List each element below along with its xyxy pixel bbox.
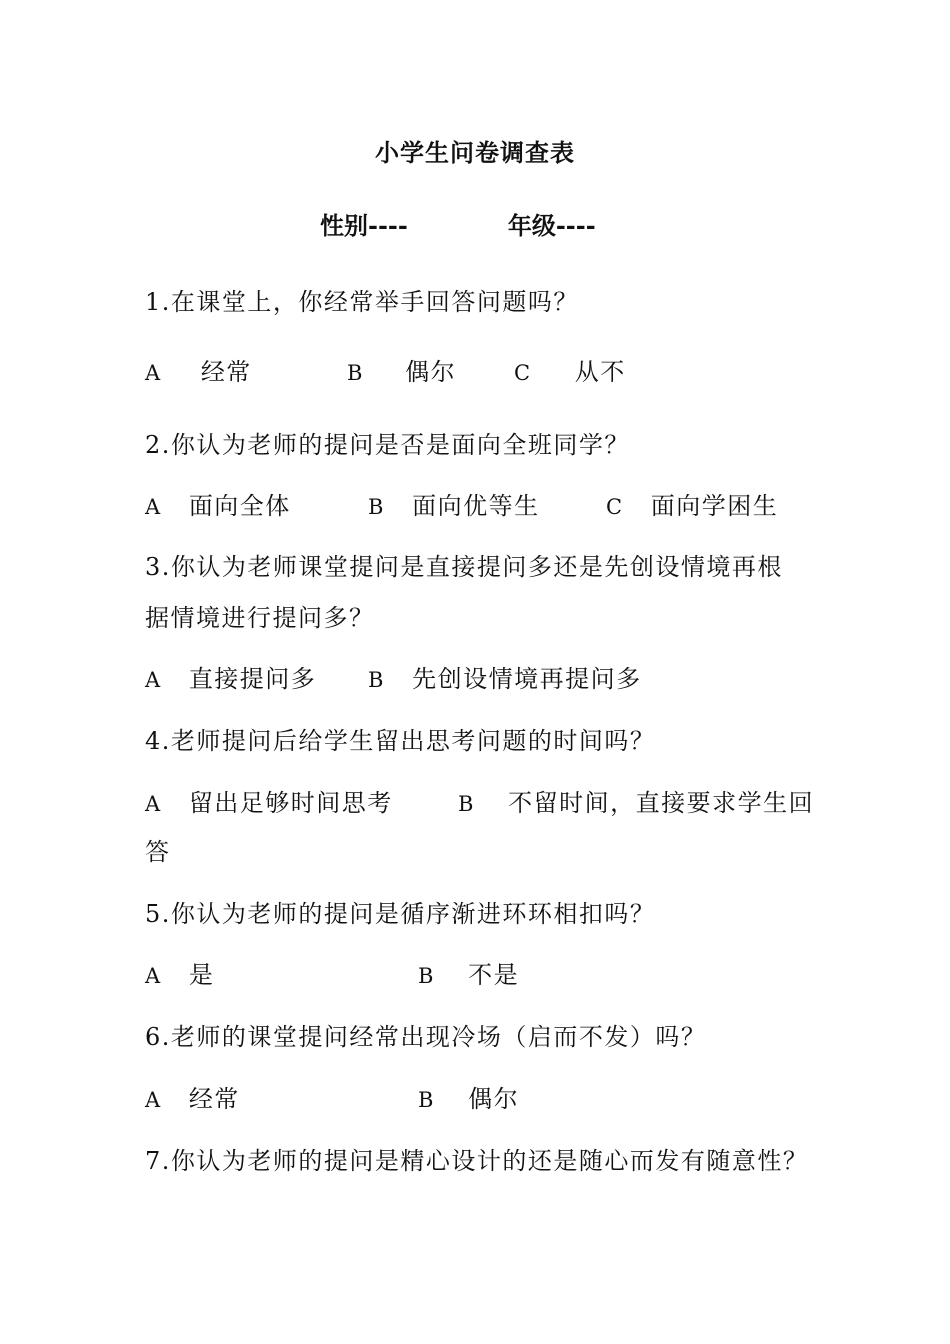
option-letter: B — [347, 361, 364, 385]
option-2a — [145, 486, 291, 521]
option-4b-continuation: 答 — [145, 838, 171, 866]
question-3-text-line2: 据情境进行提问多？ — [145, 604, 375, 632]
option-letter: A — [145, 361, 162, 385]
question-5-text: 5.你认为老师的提问是循序渐进环环相扣吗？ — [145, 900, 656, 928]
option-letter: B — [368, 495, 385, 519]
option-2b — [368, 486, 540, 521]
option-1c — [514, 352, 626, 387]
option-label: 不留时间，直接要求学生回 — [508, 789, 815, 817]
option-label: 偶尔 — [405, 358, 457, 386]
option-letter: B — [368, 668, 385, 692]
option-label: 先创设情境再提问多 — [412, 665, 642, 693]
option-4a — [145, 783, 393, 818]
option-letter: A — [145, 495, 162, 519]
option-1b — [347, 352, 456, 387]
option-label: 直接提问多 — [188, 665, 317, 693]
option-label: 面向优等生 — [412, 492, 540, 520]
gender-field: 性别---- — [320, 211, 408, 240]
option-3a — [145, 659, 316, 694]
option-1a — [145, 352, 252, 387]
option-label: 不是 — [468, 961, 520, 989]
option-label: 经常 — [188, 1085, 240, 1113]
option-letter: A — [145, 964, 162, 988]
option-label: 从不 — [574, 358, 626, 386]
grade-field: 年级---- — [507, 211, 596, 240]
question-1-text: 1.在课堂上，你经常举手回答问题吗？ — [145, 288, 579, 316]
question-6-text: 6.老师的课堂提问经常出现冷场（启而不发）吗？ — [145, 1023, 707, 1051]
option-letter: C — [606, 495, 624, 519]
option-6b — [418, 1079, 519, 1114]
option-letter: A — [145, 792, 162, 816]
option-label: 偶尔 — [468, 1085, 520, 1113]
page-title: 小学生问卷调查表 — [375, 138, 575, 167]
question-3-text-line1: 3.你认为老师课堂提问是直接提问多还是先创设情境再根 — [145, 553, 783, 581]
option-label: 经常 — [200, 358, 252, 386]
option-letter: C — [514, 361, 532, 385]
option-letter: B — [418, 1088, 435, 1112]
header-fields — [320, 206, 596, 241]
option-5b — [418, 955, 519, 990]
question-4-text: 4.老师提问后给学生留出思考问题的时间吗？ — [145, 727, 656, 755]
option-5a — [145, 955, 214, 990]
option-2c — [606, 486, 778, 521]
option-6a — [145, 1079, 240, 1114]
option-label: 面向全体 — [188, 492, 291, 520]
option-letter: B — [458, 792, 475, 816]
option-3b — [368, 659, 642, 694]
option-letter: A — [145, 1088, 162, 1112]
question-7-text: 7.你认为老师的提问是精心设计的还是随心而发有随意性？ — [145, 1147, 809, 1175]
option-letter: A — [145, 668, 162, 692]
option-label: 留出足够时间思考 — [188, 789, 393, 817]
option-4b — [458, 783, 814, 818]
option-label: 面向学困生 — [650, 492, 779, 520]
option-label: 是 — [188, 961, 215, 989]
option-letter: B — [418, 964, 435, 988]
question-2-text: 2.你认为老师的提问是否是面向全班同学？ — [145, 431, 630, 459]
